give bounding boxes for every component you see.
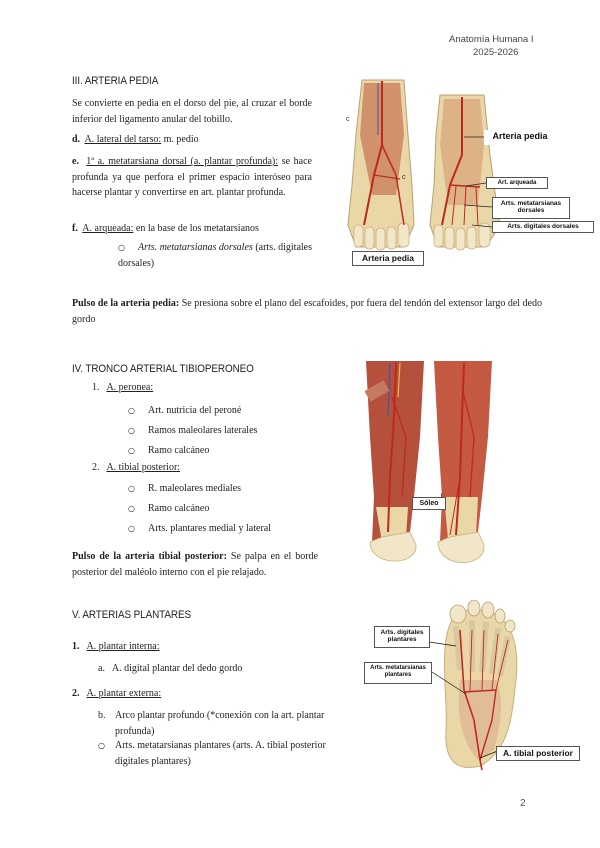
bullet-circle-icon: ○ (128, 426, 135, 435)
list-item-text: R. maleolares mediales (148, 483, 242, 494)
item-text: en la base de los metatarsianos (133, 223, 259, 234)
section-title-arteria-pedia: III. ARTERIA PEDIA (72, 75, 159, 87)
figure-label: Arteria pedia (352, 251, 424, 266)
item-marker: e. (72, 156, 79, 167)
figure-label: Arts. metatarsianas dorsales (492, 197, 570, 219)
section5-item-1-sub (98, 661, 328, 677)
pulse-bold: Pulso de la arteria pedia: (72, 298, 180, 309)
section4-item-2-subs (128, 479, 328, 539)
figure-label-soleo: Sóleo (412, 497, 446, 510)
section4-item-1 (92, 380, 332, 396)
figure-label: Arteria pedia (484, 130, 556, 145)
sub-text: Arco plantar profundo (*conexión con la art. plantar profunda) (115, 710, 325, 737)
item-marker: 1. (92, 382, 100, 393)
list-item-text: Arts. plantares medial y lateral (148, 523, 272, 534)
figure-label: Arts. metatarsianas plantares (364, 662, 432, 684)
posterior-leg-illustration (362, 357, 498, 572)
item-marker: a. (98, 663, 105, 674)
svg-text:c: c (346, 116, 350, 123)
section4-item-2 (92, 460, 332, 476)
pulse-text: Se palpa en el borde posterior del maléolo interno con el pie relajado. (72, 551, 318, 578)
section-title-tronco-tibioperoneo: IV. TRONCO ARTERIAL TIBIOPERONEO (72, 363, 254, 375)
item-text: m. pedio (161, 134, 199, 145)
list-item (128, 421, 328, 441)
figure-dorsal-foot (334, 75, 596, 270)
bullet-circle-icon: ○ (98, 741, 105, 750)
sub-text: (arts. digitales dorsales) (118, 242, 313, 269)
pulse-tibial-posterior (72, 549, 318, 580)
figure-label: A. tibial posterior (496, 746, 580, 761)
item-link-lateral-tarso: A. lateral del tarso: (84, 134, 162, 145)
bullet-circle-icon: ○ (128, 504, 135, 513)
page-header (449, 33, 534, 59)
sub-text: A. digital plantar del dedo gordo (111, 663, 243, 674)
pulse-text: Se presiona sobre el plano del escafoides, por fuera del tendón del extensor largo del dedo gordo (72, 298, 542, 325)
section3-item-e (72, 154, 312, 201)
section5-item-2-sub-c (98, 738, 346, 769)
pulse-bold: Pulso de la arteria tibial posterior: (72, 551, 227, 562)
pulse-arteria-pedia (72, 296, 542, 327)
item-link-plantar-externa: A. plantar externa: (86, 688, 162, 699)
item-link-metatarsiana-dorsal: 1ª a. metatarsiana dorsal (a. plantar profunda): (86, 156, 279, 167)
bullet-circle-icon: ○ (118, 243, 125, 252)
figure-posterior-leg (362, 357, 498, 572)
item-marker: 1. (72, 641, 80, 652)
list-item-text: Ramo calcáneo (148, 445, 210, 456)
item-marker: 2. (92, 462, 100, 473)
item-link-peronea: A. peronea: (106, 382, 154, 393)
sub-italic: Arts. metatarsianas dorsales (138, 242, 253, 253)
list-item (128, 441, 328, 461)
section4-item-1-subs (128, 401, 328, 461)
list-item (128, 401, 328, 421)
item-link-tibial-posterior: A. tibial posterior: (106, 462, 181, 473)
figure-label: Arts. digitales dorsales (492, 221, 594, 233)
list-item-text: Ramos maleolares laterales (148, 425, 258, 436)
item-marker: d. (72, 134, 81, 145)
sub-text: Arts. metatarsianas plantares (arts. A. tibial posterior digitales plantares) (115, 740, 326, 767)
item-marker: f. (72, 223, 78, 234)
section3-intro: Se convierte en pedia en el dorso del pie, al cruzar el borde inferior del ligamento anular del tobillo. (72, 98, 312, 125)
list-item-text: Art. nutricia del peroné (148, 405, 242, 416)
item-marker: 2. (72, 688, 80, 699)
list-item (128, 519, 328, 539)
page-number: 2 (520, 798, 526, 809)
figure-label: Art. arqueada (486, 177, 548, 189)
list-item (128, 499, 328, 519)
item-link-arqueada: A. arqueada: (82, 223, 134, 234)
item-link-plantar-interna: A. plantar interna: (86, 641, 160, 652)
item-text: se hace profunda ya que perfora el primer espacio interóseo para hacerse plantar y convertirse en art. plantar profunda. (72, 156, 312, 198)
bullet-circle-icon: ○ (128, 484, 135, 493)
figure-label: Arts. digitales plantares (374, 626, 430, 648)
course-year: 2025-2026 (473, 47, 519, 58)
list-item-text: Ramo calcáneo (148, 503, 210, 514)
section3-item-f-sub (118, 240, 312, 271)
course-title: Anatomía Humana I (449, 34, 534, 45)
section3-item-d (72, 132, 312, 148)
list-item (128, 479, 328, 499)
bullet-circle-icon: ○ (128, 406, 135, 415)
item-marker: b. (98, 710, 106, 721)
section-title-arterias-plantares: V. ARTERIAS PLANTARES (72, 609, 191, 621)
section5-item-2 (72, 686, 312, 702)
section5-item-2-sub-b (98, 708, 346, 739)
bullet-circle-icon: ○ (128, 524, 135, 533)
section5-item-1 (72, 639, 312, 655)
bullet-circle-icon: ○ (128, 446, 135, 455)
dorsal-foot-illustration (334, 75, 596, 270)
section3-item-f (72, 221, 312, 237)
figure-plantar-foot (360, 600, 582, 772)
svg-text:c: c (402, 174, 406, 181)
